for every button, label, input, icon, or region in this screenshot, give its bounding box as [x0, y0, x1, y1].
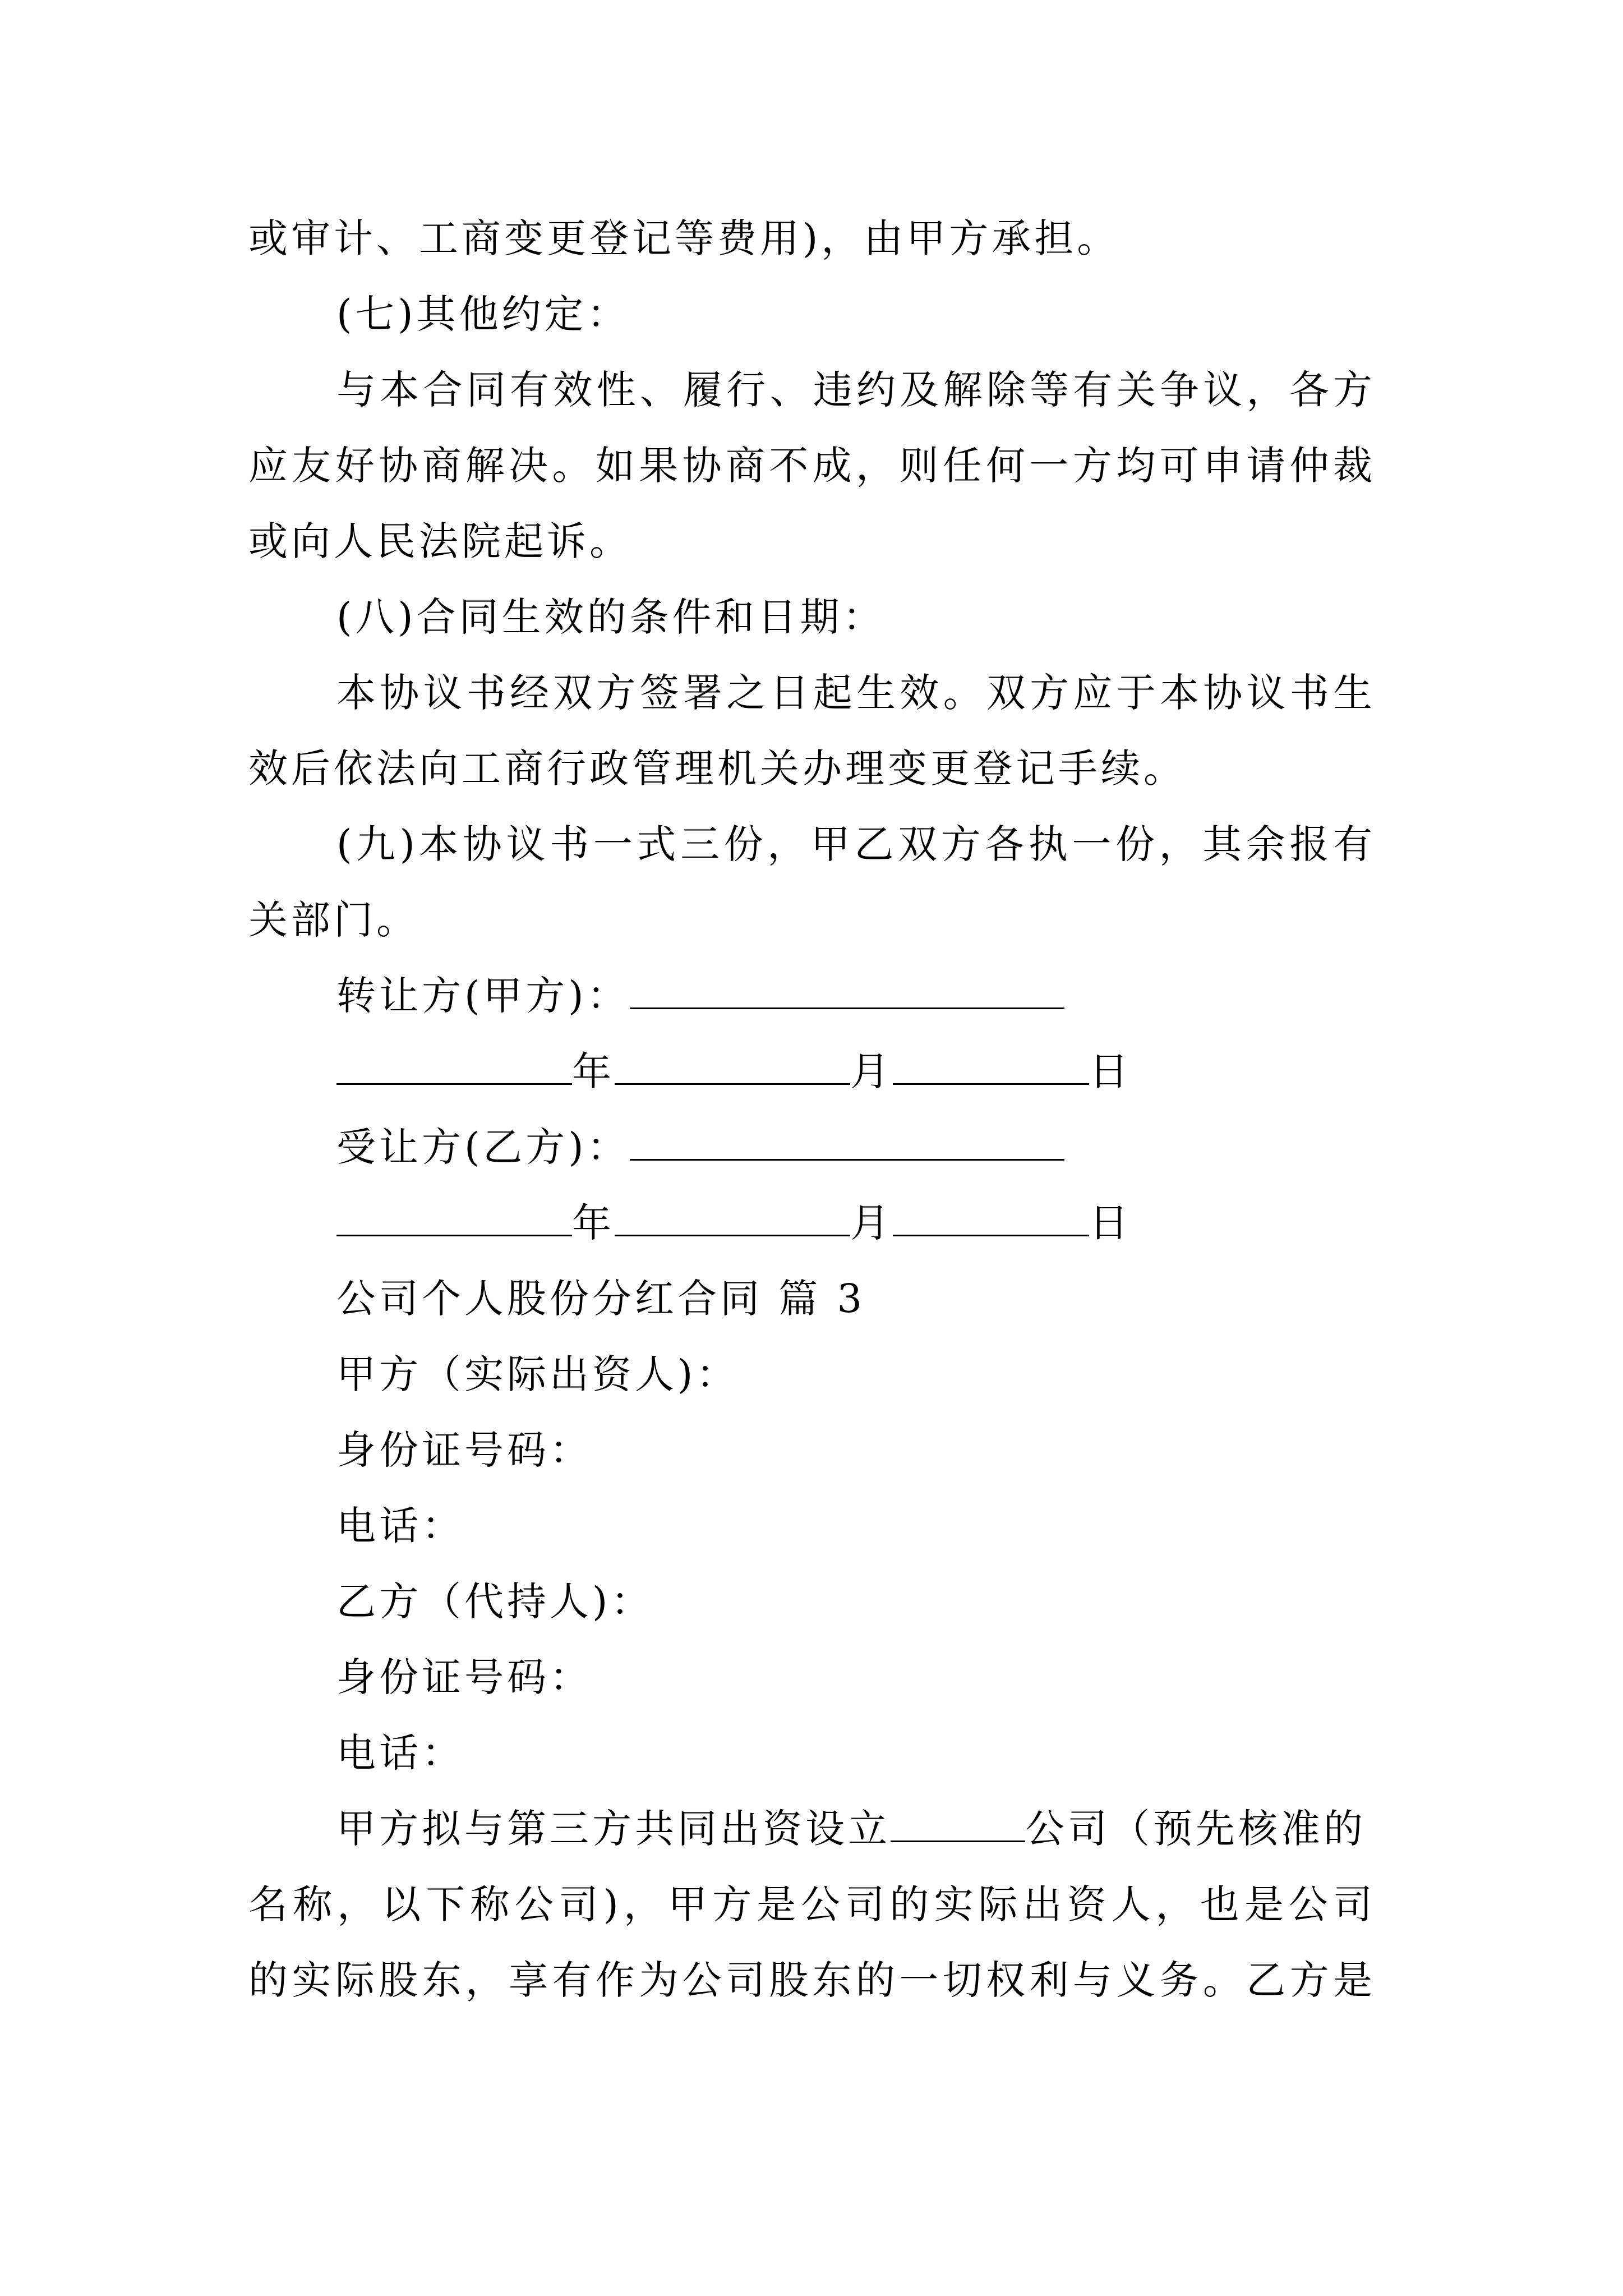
- transferee-signature-line: [336, 1122, 1064, 1172]
- text-line: 或审计、工商变更登记等费用)，由甲方承担。: [248, 215, 1120, 261]
- transferor-signature-blank[interactable]: [630, 973, 1064, 1009]
- day-blank[interactable]: [893, 1048, 1089, 1085]
- company-name-blank[interactable]: [891, 1806, 1025, 1842]
- year-blank[interactable]: [336, 1200, 572, 1236]
- party-a-id-label: 身份证号码：: [336, 1427, 592, 1473]
- party-b-phone-label: 电话：: [336, 1730, 464, 1776]
- transferee-date-line: [336, 1198, 1132, 1248]
- clause-heading-7: (七)其他约定：: [336, 291, 630, 337]
- text-segment: 甲方拟与第三方共同出资设立: [336, 1806, 891, 1852]
- party-b-label: 乙方（代持人)：: [336, 1579, 654, 1625]
- day-label: 日: [1089, 1200, 1132, 1246]
- party-a-phone-label: 电话：: [336, 1503, 464, 1549]
- text-segment: 公司（预先核准的: [1025, 1806, 1366, 1852]
- party-a-label: 甲方（实际出资人)：: [336, 1351, 739, 1397]
- day-label: 日: [1089, 1048, 1132, 1094]
- text-line: 应友好协商解决。如果协商不成，则任何一方均可申请仲裁: [248, 443, 1376, 489]
- clause-heading-8: (八)合同生效的条件和日期：: [336, 594, 886, 640]
- text-line: 关部门。: [248, 897, 419, 943]
- month-label: 月: [850, 1200, 893, 1246]
- year-label: 年: [572, 1048, 615, 1094]
- transferor-label: 转让方(甲方)：: [336, 973, 630, 1019]
- transferor-signature-line: [336, 970, 1064, 1021]
- party-b-id-label: 身份证号码：: [336, 1654, 592, 1700]
- agreement-paragraph-line: [336, 1803, 1366, 1854]
- month-blank[interactable]: [615, 1200, 850, 1236]
- transferor-date-line: [336, 1046, 1132, 1097]
- clause-heading-9: (九)本协议书一式三份，甲乙双方各执一份，其余报有: [336, 821, 1376, 867]
- year-label: 年: [572, 1200, 615, 1246]
- year-blank[interactable]: [336, 1048, 572, 1085]
- transferee-label: 受让方(乙方)：: [336, 1124, 630, 1170]
- text-line: 效后依法向工商行政管理机关办理变更登记手续。: [248, 746, 1186, 792]
- day-blank[interactable]: [893, 1200, 1089, 1236]
- text-line: 与本合同有效性、履行、违约及解除等有关争议，各方: [336, 367, 1376, 413]
- section-title: 公司个人股份分红合同 篇 3: [336, 1276, 866, 1322]
- text-line: 的实际股东，享有作为公司股东的一切权利与义务。乙方是: [248, 1957, 1376, 2003]
- text-line: 或向人民法院起诉。: [248, 518, 632, 564]
- text-line: 本协议书经双方签署之日起生效。双方应于本协议书生: [336, 670, 1376, 716]
- transferee-signature-blank[interactable]: [630, 1124, 1064, 1161]
- month-label: 月: [850, 1048, 893, 1094]
- text-line: 名称，以下称公司)，甲方是公司的实际出资人，也是公司: [248, 1881, 1376, 1927]
- month-blank[interactable]: [615, 1048, 850, 1085]
